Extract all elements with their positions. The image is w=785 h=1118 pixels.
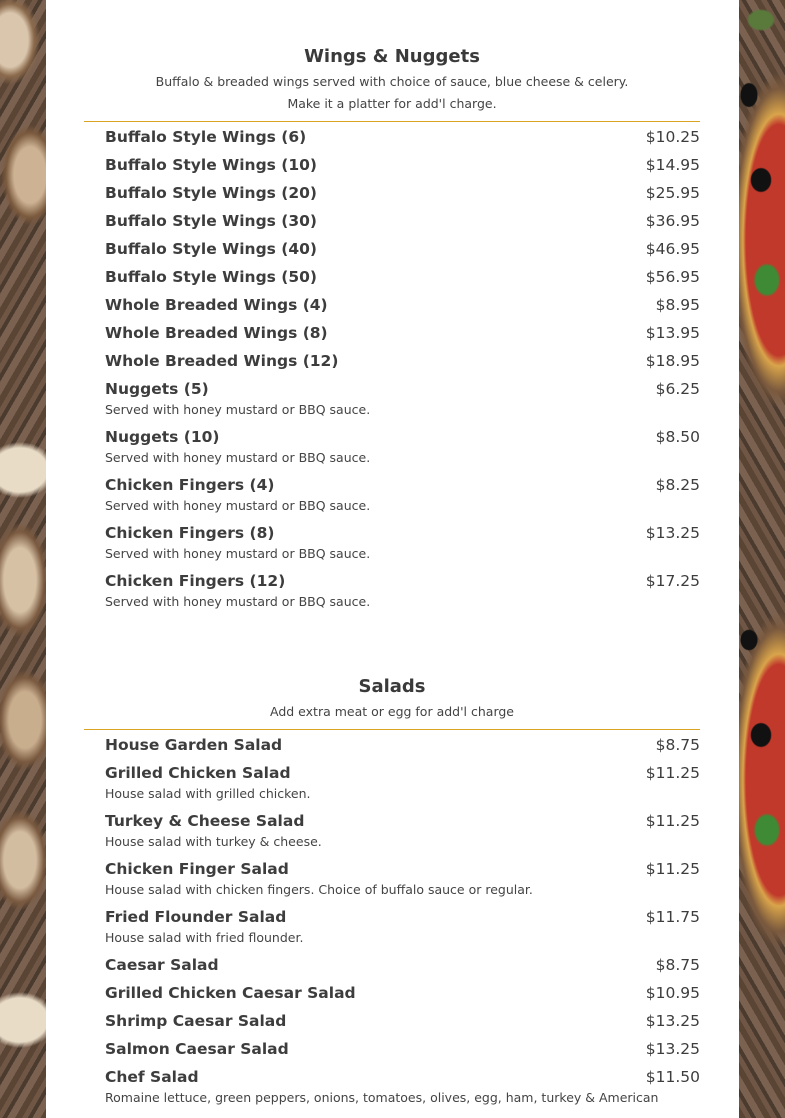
- item-name: Nuggets (10): [105, 428, 220, 446]
- menu-item[interactable]: [105, 979, 700, 1007]
- item-name: Whole Breaded Wings (4): [105, 296, 328, 314]
- item-name: Buffalo Style Wings (50): [105, 268, 318, 286]
- item-name: Fried Flounder Salad: [105, 908, 287, 926]
- item-description: Served with honey mustard or BBQ sauce.: [105, 594, 371, 609]
- item-name: Buffalo Style Wings (30): [105, 212, 318, 230]
- section-salads: [84, 674, 700, 1111]
- item-name: Caesar Salad: [105, 956, 219, 974]
- item-name: Chicken Fingers (12): [105, 572, 286, 590]
- item-price: $8.50: [655, 428, 700, 446]
- item-name: Chicken Finger Salad: [105, 860, 289, 878]
- menu-item[interactable]: [105, 291, 700, 319]
- menu-item[interactable]: [105, 263, 700, 291]
- menu-item-list: [84, 730, 700, 1111]
- item-name: Buffalo Style Wings (40): [105, 240, 318, 258]
- menu-item[interactable]: [105, 471, 700, 519]
- item-description: Served with honey mustard or BBQ sauce.: [105, 450, 371, 465]
- item-description: House salad with grilled chicken.: [105, 786, 311, 801]
- item-name: Buffalo Style Wings (10): [105, 156, 318, 174]
- section-title: Salads: [358, 676, 426, 697]
- background-right-pizza: [739, 0, 785, 1118]
- menu-item[interactable]: [105, 1035, 700, 1063]
- section-description: Add extra meat or egg for add'l charge: [270, 704, 514, 719]
- menu-item[interactable]: [105, 1007, 700, 1035]
- menu-item[interactable]: [105, 375, 700, 423]
- item-description: House salad with chicken fingers. Choice of buffalo sauce or regular.: [105, 882, 533, 897]
- item-price: $8.75: [655, 956, 700, 974]
- menu-item[interactable]: [105, 235, 700, 263]
- menu-item-list: [84, 122, 700, 615]
- item-description: House salad with fried flounder.: [105, 930, 304, 945]
- item-price: $46.95: [645, 240, 700, 258]
- item-price: $18.95: [645, 352, 700, 370]
- item-price: $8.75: [655, 736, 700, 754]
- menu-item[interactable]: [105, 123, 700, 151]
- item-price: $6.25: [655, 380, 700, 398]
- item-price: $56.95: [645, 268, 700, 286]
- item-price: $8.25: [655, 476, 700, 494]
- item-price: $13.25: [645, 524, 700, 542]
- menu-item[interactable]: [105, 423, 700, 471]
- menu-item[interactable]: [105, 151, 700, 179]
- item-price: $14.95: [645, 156, 700, 174]
- item-name: Grilled Chicken Salad: [105, 764, 291, 782]
- item-description: House salad with turkey & cheese.: [105, 834, 322, 849]
- item-name: Chicken Fingers (4): [105, 476, 275, 494]
- item-description: Romaine lettuce, green peppers, onions, tomatoes, olives, egg, ham, turkey & American: [105, 1090, 659, 1105]
- menu-item[interactable]: [105, 319, 700, 347]
- item-price: $11.75: [645, 908, 700, 926]
- item-name: Whole Breaded Wings (12): [105, 352, 339, 370]
- item-name: Shrimp Caesar Salad: [105, 1012, 287, 1030]
- menu-item[interactable]: [105, 951, 700, 979]
- item-price: $11.25: [645, 764, 700, 782]
- section-description: Buffalo & breaded wings served with choice of sauce, blue cheese & celery.: [155, 74, 629, 89]
- item-name: Chef Salad: [105, 1068, 199, 1086]
- item-price: $11.50: [645, 1068, 700, 1086]
- item-name: Buffalo Style Wings (20): [105, 184, 318, 202]
- item-description: Served with honey mustard or BBQ sauce.: [105, 546, 371, 561]
- item-price: $13.25: [645, 1040, 700, 1058]
- item-price: $25.95: [645, 184, 700, 202]
- item-price: $11.25: [645, 812, 700, 830]
- menu-item[interactable]: [105, 567, 700, 615]
- menu-item[interactable]: [105, 519, 700, 567]
- item-price: $8.95: [655, 296, 700, 314]
- item-price: $10.95: [645, 984, 700, 1002]
- menu-item[interactable]: [105, 759, 700, 807]
- item-description: Served with honey mustard or BBQ sauce.: [105, 402, 371, 417]
- menu-item[interactable]: [105, 1063, 700, 1111]
- menu-item[interactable]: [105, 903, 700, 951]
- item-name: House Garden Salad: [105, 736, 283, 754]
- section-wings-nuggets: [84, 44, 700, 615]
- section-description: Make it a platter for add'l charge.: [287, 96, 497, 111]
- item-name: Salmon Caesar Salad: [105, 1040, 289, 1058]
- item-name: Chicken Fingers (8): [105, 524, 275, 542]
- menu-panel: [46, 0, 739, 1118]
- item-price: $10.25: [645, 128, 700, 146]
- item-price: $13.95: [645, 324, 700, 342]
- item-price: $11.25: [645, 860, 700, 878]
- item-price: $36.95: [645, 212, 700, 230]
- menu-item[interactable]: [105, 855, 700, 903]
- item-description: Served with honey mustard or BBQ sauce.: [105, 498, 371, 513]
- item-name: Buffalo Style Wings (6): [105, 128, 307, 146]
- item-name: Nuggets (5): [105, 380, 209, 398]
- item-price: $17.25: [645, 572, 700, 590]
- item-price: $13.25: [645, 1012, 700, 1030]
- menu-item[interactable]: [105, 347, 700, 375]
- item-name: Turkey & Cheese Salad: [105, 812, 305, 830]
- menu-item[interactable]: [105, 179, 700, 207]
- background-left-wood: [0, 0, 46, 1118]
- menu-item[interactable]: [105, 807, 700, 855]
- menu-item[interactable]: [105, 207, 700, 235]
- section-title: Wings & Nuggets: [304, 46, 480, 67]
- menu-item[interactable]: [105, 731, 700, 759]
- item-name: Whole Breaded Wings (8): [105, 324, 328, 342]
- item-name: Grilled Chicken Caesar Salad: [105, 984, 356, 1002]
